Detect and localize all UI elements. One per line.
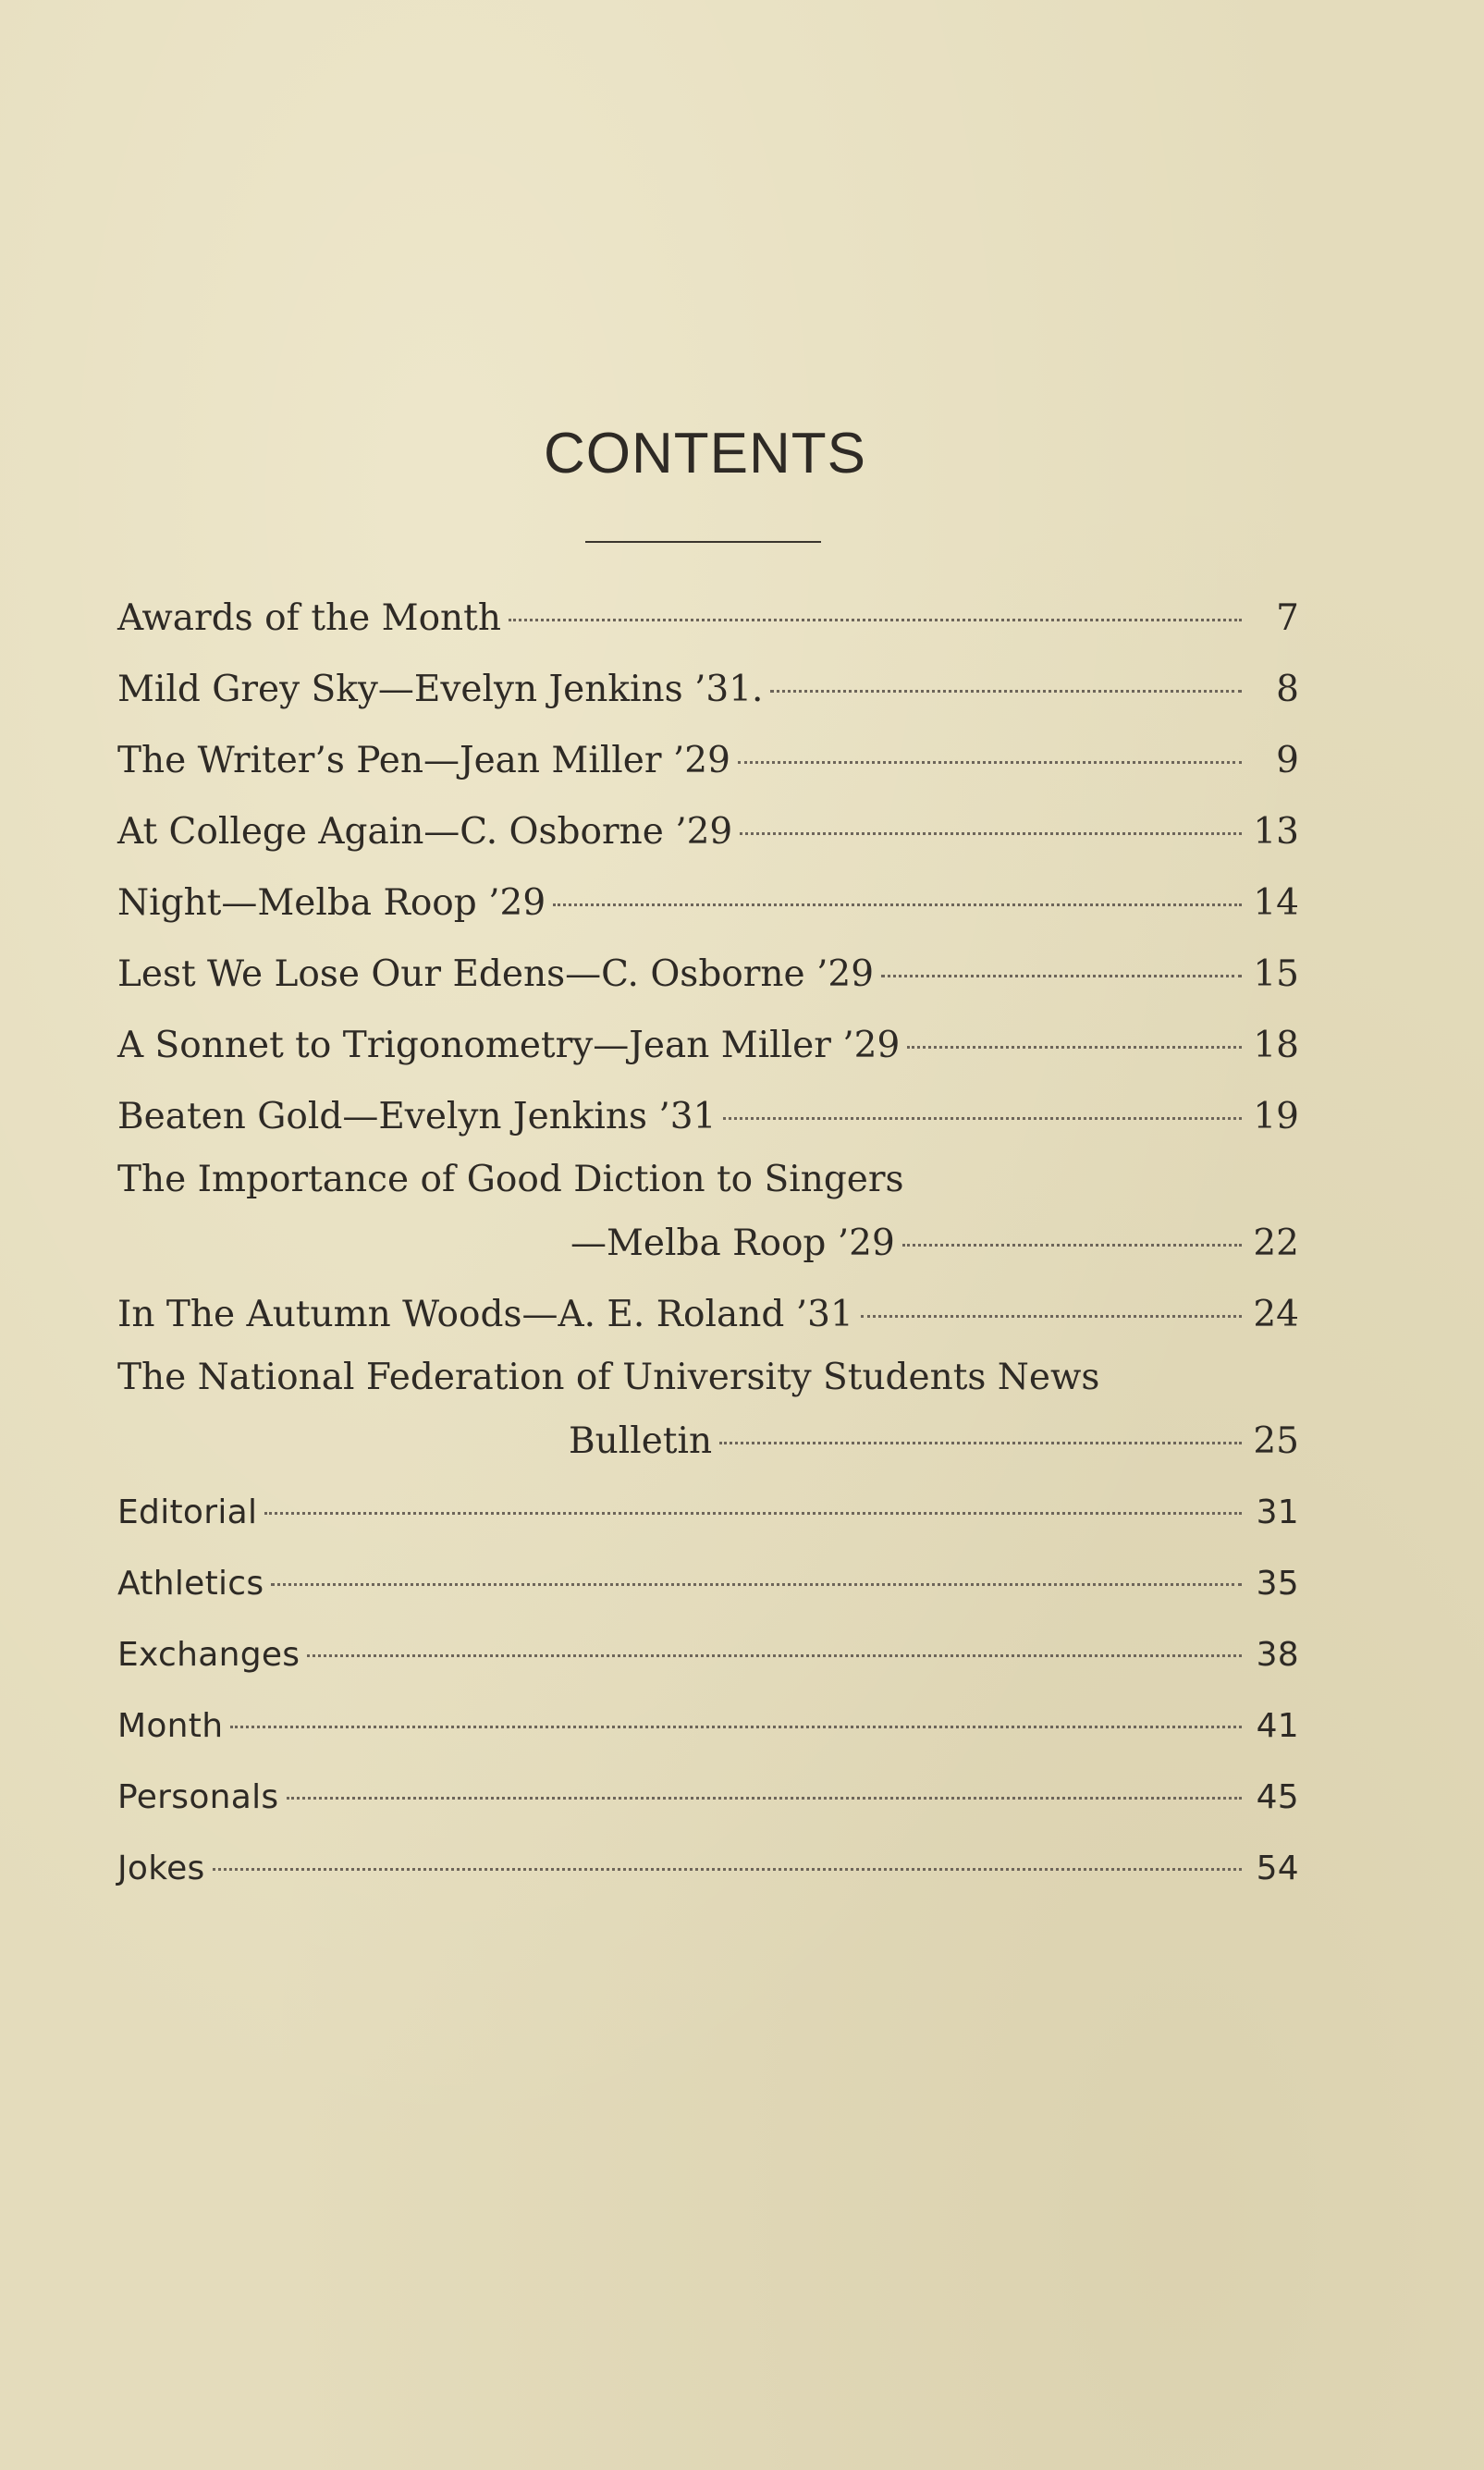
dot-leader [770, 690, 1242, 693]
toc-entry-title: Personals [117, 1778, 279, 1816]
toc-entry-title: The Writer’s Pen—Jean Miller ’29 [117, 740, 730, 781]
toc-entry-title: Athletics [117, 1565, 264, 1603]
toc-entry-title: Mild Grey Sky—Evelyn Jenkins ’31. [117, 669, 764, 710]
toc-entry [117, 1152, 1299, 1279]
toc-entry-title: Jokes [117, 1849, 205, 1887]
toc-entry [117, 583, 1299, 654]
dot-leader [230, 1726, 1242, 1728]
toc-entry-title: Exchanges [117, 1636, 300, 1674]
toc-entry-continuation: —Melba Roop ’29 [570, 1223, 895, 1264]
dot-leader [509, 619, 1242, 621]
toc-entry-page: 54 [1256, 1849, 1299, 1887]
dot-leader [723, 1117, 1242, 1120]
dot-leader [861, 1315, 1242, 1318]
dot-leader [738, 761, 1242, 764]
page-title: CONTENTS [544, 422, 866, 485]
toc-entry-page: 35 [1256, 1565, 1299, 1603]
toc-entry-title: Awards of the Month [117, 597, 501, 639]
title-rule [585, 541, 821, 543]
toc-entry [117, 1081, 1299, 1152]
toc-entry-page: 22 [1253, 1223, 1299, 1264]
dot-leader [907, 1046, 1242, 1049]
toc-entry [117, 1833, 1299, 1904]
toc-entry [117, 1548, 1299, 1619]
toc-entry-page: 14 [1253, 882, 1299, 924]
toc-entry-page: 38 [1256, 1636, 1299, 1674]
dot-leader [307, 1654, 1242, 1657]
toc-entry-title: At College Again—C. Osborne ’29 [117, 811, 733, 853]
toc-entry-page: 45 [1256, 1778, 1299, 1816]
toc-entry-title: A Sonnet to Trigonometry—Jean Miller ’29 [117, 1025, 901, 1066]
toc-entry-page: 19 [1253, 1096, 1299, 1137]
dot-leader [719, 1442, 1242, 1444]
toc-entry [117, 725, 1299, 796]
toc-entry-title: Lest We Lose Our Edens—C. Osborne ’29 [117, 953, 875, 995]
toc-entry-page: 8 [1276, 669, 1299, 710]
toc-entry-page: 41 [1256, 1707, 1299, 1745]
toc-entry [117, 796, 1299, 867]
toc-entry-page: 15 [1253, 953, 1299, 995]
toc-entry-page: 25 [1253, 1420, 1299, 1462]
toc-entry-title: The Importance of Good Diction to Singers [117, 1159, 904, 1200]
dot-leader [902, 1244, 1242, 1247]
toc-entry [117, 1010, 1299, 1081]
toc-entry [117, 1619, 1299, 1690]
toc-entry-title: Night—Melba Roop ’29 [117, 882, 546, 924]
table-of-contents [117, 583, 1299, 1904]
toc-entry-page: 24 [1253, 1294, 1299, 1335]
toc-entry-title: Editorial [117, 1493, 258, 1531]
toc-entry-page: 13 [1253, 811, 1299, 853]
toc-entry [117, 1477, 1299, 1548]
dot-leader [264, 1512, 1242, 1515]
toc-entry [117, 1762, 1299, 1833]
dot-leader [553, 903, 1242, 906]
toc-entry-title: In The Autumn Woods—A. E. Roland ’31 [117, 1294, 853, 1335]
toc-entry-page: 18 [1253, 1025, 1299, 1066]
dot-leader [213, 1868, 1242, 1871]
toc-entry-title: Month [117, 1707, 224, 1745]
toc-entry-page: 7 [1276, 597, 1299, 639]
toc-entry [117, 1690, 1299, 1762]
toc-entry-page: 9 [1276, 740, 1299, 781]
dot-leader [740, 832, 1242, 835]
toc-entry [117, 867, 1299, 939]
toc-entry [117, 654, 1299, 725]
dot-leader [287, 1797, 1243, 1800]
toc-entry-continuation: Bulletin [569, 1420, 713, 1462]
toc-entry [117, 939, 1299, 1010]
dot-leader [881, 975, 1242, 977]
dot-leader [271, 1583, 1242, 1586]
toc-entry-page: 31 [1256, 1493, 1299, 1531]
toc-entry-title: Beaten Gold—Evelyn Jenkins ’31 [117, 1096, 717, 1137]
toc-entry [117, 1279, 1299, 1350]
toc-entry [117, 1350, 1299, 1477]
toc-entry-title: The National Federation of University Students News [117, 1357, 1100, 1398]
